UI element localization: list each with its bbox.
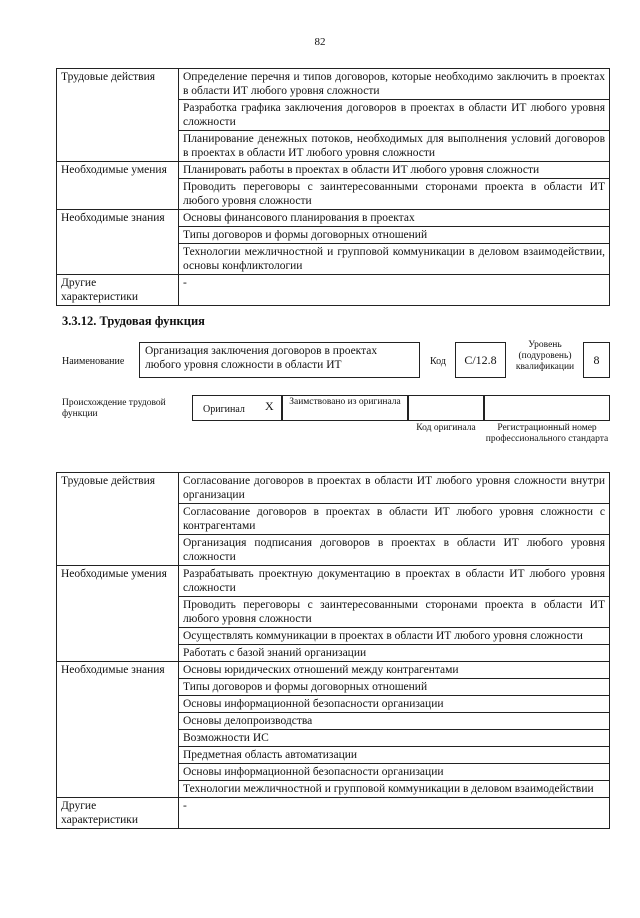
row-item: - [179,798,610,829]
section-title: 3.3.12. Трудовая функция [62,314,205,328]
row-item: Основы финансового планирования в проектах [179,210,610,227]
table-row [57,275,610,306]
original-cell [192,395,282,421]
code-original-label: Код оригинала [416,423,476,433]
row-item: Предметная область автоматизации [179,747,610,764]
row-category: Необходимые знания [57,210,179,275]
table-row [57,798,610,829]
reg-number-cell [484,395,610,421]
row-item: Основы информационной безопасности организации [179,764,610,781]
original-mark: X [265,399,274,413]
borrowed-cell [282,395,408,421]
row-item: Основы информационной безопасности организации [179,696,610,713]
row-item: Типы договоров и формы договорных отношений [179,679,610,696]
row-category: Необходимые умения [57,162,179,210]
row-category: Трудовые действия [57,473,179,566]
code-label: Код [430,356,446,367]
function-name-field: Организация заключения договоров в проектах любого уровня сложности в области ИТ [139,342,420,378]
name-label: Наименование [62,356,125,367]
row-item: Разработка графика заключения договоров в проектах в области ИТ любого уровня сложности [179,100,610,131]
row-category: Другие характеристики [57,798,179,829]
row-item: Возможности ИС [179,730,610,747]
level-value: 8 [583,342,610,378]
original-label: Оригинал [203,404,245,415]
page-number: 82 [314,36,326,48]
row-item: Осуществлять коммуникации в проектах в области ИТ любого уровня сложности [179,628,610,645]
row-item: Планирование денежных потоков, необходимых для выполнения условий договоров в проектах в области ИТ любого уровня сложности [179,131,610,162]
row-category: Необходимые умения [57,566,179,662]
table-row [57,69,610,100]
table-row [57,662,610,679]
row-item: Согласование договоров в проектах в области ИТ любого уровня сложности с контрагентами [179,504,610,535]
row-item: Проводить переговоры с заинтересованными сторонами проекта в области ИТ любого уровня сложности [179,179,610,210]
level-label: Уровень (подуровень) квалификации [515,340,575,372]
row-item: Организация подписания договоров в проектах в области ИТ любого уровня сложности [179,535,610,566]
row-item: Определение перечня и типов договоров, которые необходимо заключить в проектах в области ИТ любого уровня сложности [179,69,610,100]
row-category: Необходимые знания [57,662,179,798]
row-item: Проводить переговоры с заинтересованными сторонами проекта в области ИТ любого уровня сложности [179,597,610,628]
row-item: Основы делопроизводства [179,713,610,730]
reg-number-label: Регистрационный номер профессионального стандарта [485,423,609,444]
borrowed-label: Заимствовано из оригинала [289,397,401,407]
row-item: Технологии межличностной и групповой коммуникации в деловом взаимодействии, основы конфликтологии [179,244,610,275]
row-item: Работать с базой знаний организации [179,645,610,662]
row-item: Согласование договоров в проектах в области ИТ любого уровня сложности внутри организации [179,473,610,504]
row-item: Разрабатывать проектную документацию в проектах в области ИТ любого уровня сложности [179,566,610,597]
table-row [57,210,610,227]
table-row [57,162,610,179]
row-category: Другие характеристики [57,275,179,306]
table-row [57,473,610,504]
work-function-table-1 [56,68,610,306]
row-item: Типы договоров и формы договорных отношений [179,227,610,244]
row-category: Трудовые действия [57,69,179,162]
origin-label: Происхождение трудовой функции [62,398,166,419]
row-item: Технологии межличностной и групповой коммуникации в деловом взаимодействии [179,781,610,798]
table-row [57,566,610,597]
code-value: C/12.8 [455,342,506,378]
row-item: - [179,275,610,306]
code-original-cell [408,395,484,421]
row-item: Основы юридических отношений между контрагентами [179,662,610,679]
row-item: Планировать работы в проектах в области ИТ любого уровня сложности [179,162,610,179]
work-function-table-2 [56,472,610,829]
